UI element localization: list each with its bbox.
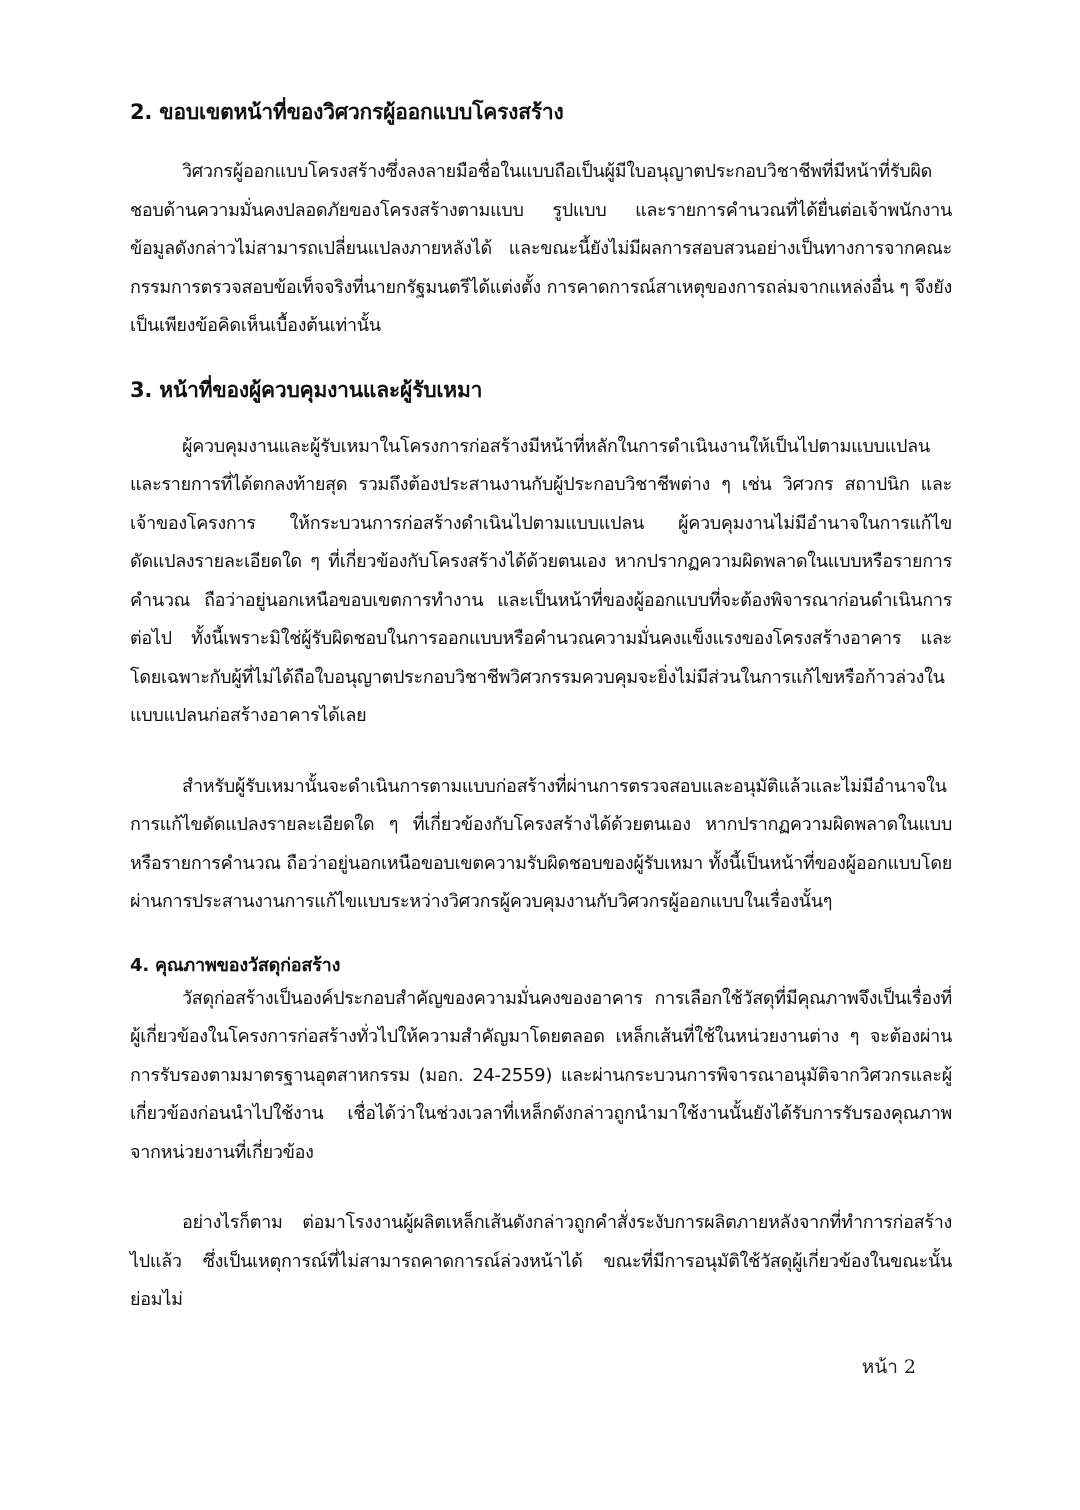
section-3-paragraph-1: ผู้ควบคุมงานและผู้รับเหมาในโครงการก่อสร้างมีหน้าที่หลักในการดำเนินงานให้เป็นไปตามแบบแปลนและรายการที่ได้ตกลงท้ายสุด รวมถึงต้องประสานงานกับผู้ประกอบวิชาชีพต่าง ๆ เช่น วิศวกร สถาปนิก และเจ้าของโครงการ ให้กระบวนการก่อสร้างดำเนินไปตามแบบแปลน ผู้ควบคุมงานไม่มีอำนาจในการแก้ไขดัดแปลงรายละเอียดใด ๆ ที่เกี่ยวข้องกับโครงสร้างได้ด้วยตนเอง หากปรากฏความผิดพลาดในแบบหรือรายการคำนวณ ถือว่าอยู่นอกเหนือขอบเขตการทำงาน และเป็นหน้าที่ของผู้ออกแบบที่จะต้องพิจารณาก่อนดำเนินการต่อไป ทั้งนี้เพราะมิใช่ผู้รับผิดชอบในการออกแบบหรือคำนวณความมั่นคงแข็งแรงของโครงสร้างอาคาร และโดยเฉพาะกับผู้ที่ไม่ได้ถือใบอนุญาตประกอบวิชาชีพวิศวกรรมควบคุมจะยิ่งไม่มีส่วนในการแก้ไขหรือก้าวล่วงในแบบแปลนก่อสร้างอาคารได้เลย xyxy=(130,435,952,726)
section-3-paragraph-2: สำหรับผู้รับเหมานั้นจะดำเนินการตามแบบก่อสร้างที่ผ่านการตรวจสอบและอนุมัติแล้วและไม่มีอำนาจในการแก้ไขดัดแปลงรายละเอียดใด ๆ ที่เกี่ยวข้องกับโครงสร้างได้ด้วยตนเอง หากปรากฏความผิดพลาดในแบบหรือรายการคำนวณ ถือว่าอยู่นอกเหนือขอบเขตความรับผิดชอบของผู้รับเหมา ทั้งนี้เป็นหน้าที่ของผู้ออกแบบโดยผ่านการประสานงานการแก้ไขแบบระหว่างวิศวกรผู้ควบคุมงานกับวิศวกรผู้ออกแบบในเรื่องนั้นๆ xyxy=(130,775,952,912)
section-2-paragraph: วิศวกรผู้ออกแบบโครงสร้างซึ่งลงลายมือชื่อในแบบถือเป็นผู้มีใบอนุญาตประกอบวิชาชีพที่มีหน้าที่รับผิดชอบด้านความมั่นคงปลอดภัยของโครงสร้างตามแบบ รูปแบบ และรายการคำนวณที่ได้ยื่นต่อเจ้าพนักงาน ข้อมูลดังกล่าวไม่สามารถเปลี่ยนแปลงภายหลังได้ และขณะนี้ยังไม่มีผลการสอบสวนอย่างเป็นทางการจากคณะกรรมการตรวจสอบข้อเท็จจริงที่นายกรัฐมนตรีได้แต่งตั้ง การคาดการณ์สาเหตุของการถล่มจากแหล่งอื่น ๆ จึงยังเป็นเพียงข้อคิดเห็นเบื้องต้นเท่านั้น xyxy=(130,161,952,336)
section-3-heading: 3. หน้าที่ของผู้ควบคุมงานและผู้รับเหมา xyxy=(130,377,483,402)
document-body xyxy=(130,96,952,1320)
page-number: หน้า 2 xyxy=(861,1356,916,1378)
section-2-heading: 2. ขอบเขตหน้าที่ของวิศวกรผู้ออกแบบโครงสร้าง xyxy=(130,100,564,124)
section-4-paragraph-1: วัสดุก่อสร้างเป็นองค์ประกอบสำคัญของความมั่นคงของอาคาร การเลือกใช้วัสดุที่มีคุณภาพจึงเป็นเรื่องที่ผู้เกี่ยวข้องในโครงการก่อสร้างทั่วไปให้ความสำคัญมาโดยตลอด เหล็กเส้นที่ใช้ในหน่วยงานต่าง ๆ จะต้องผ่านการรับรองตามมาตรฐานอุตสาหกรรม (มอก. 24-2559) และผ่านกระบวนการพิจารณาอนุมัติจากวิศวกรและผู้เกี่ยวข้องก่อนนำไปใช้งาน เชื่อได้ว่าในช่วงเวลาที่เหล็กดังกล่าวถูกนำมาใช้งานนั้นยังได้รับการรับรองคุณภาพจากหน่วยงานที่เกี่ยวข้อง xyxy=(130,987,952,1163)
section-4-paragraph-2: อย่างไรก็ตาม ต่อมาโรงงานผู้ผลิตเหล็กเส้นดังกล่าวถูกคำสั่งระงับการผลิตภายหลังจากที่ทำการก่อสร้างไปแล้ว ซึ่งเป็นเหตุการณ์ที่ไม่สามารถคาดการณ์ล่วงหน้าได้ ขณะที่มีการอนุมัติใช้วัสดุผู้เกี่ยวข้องในขณะนั้นย่อมไม่ xyxy=(130,1212,952,1310)
section-4-heading: 4. คุณภาพของวัสดุก่อสร้าง xyxy=(130,954,341,976)
